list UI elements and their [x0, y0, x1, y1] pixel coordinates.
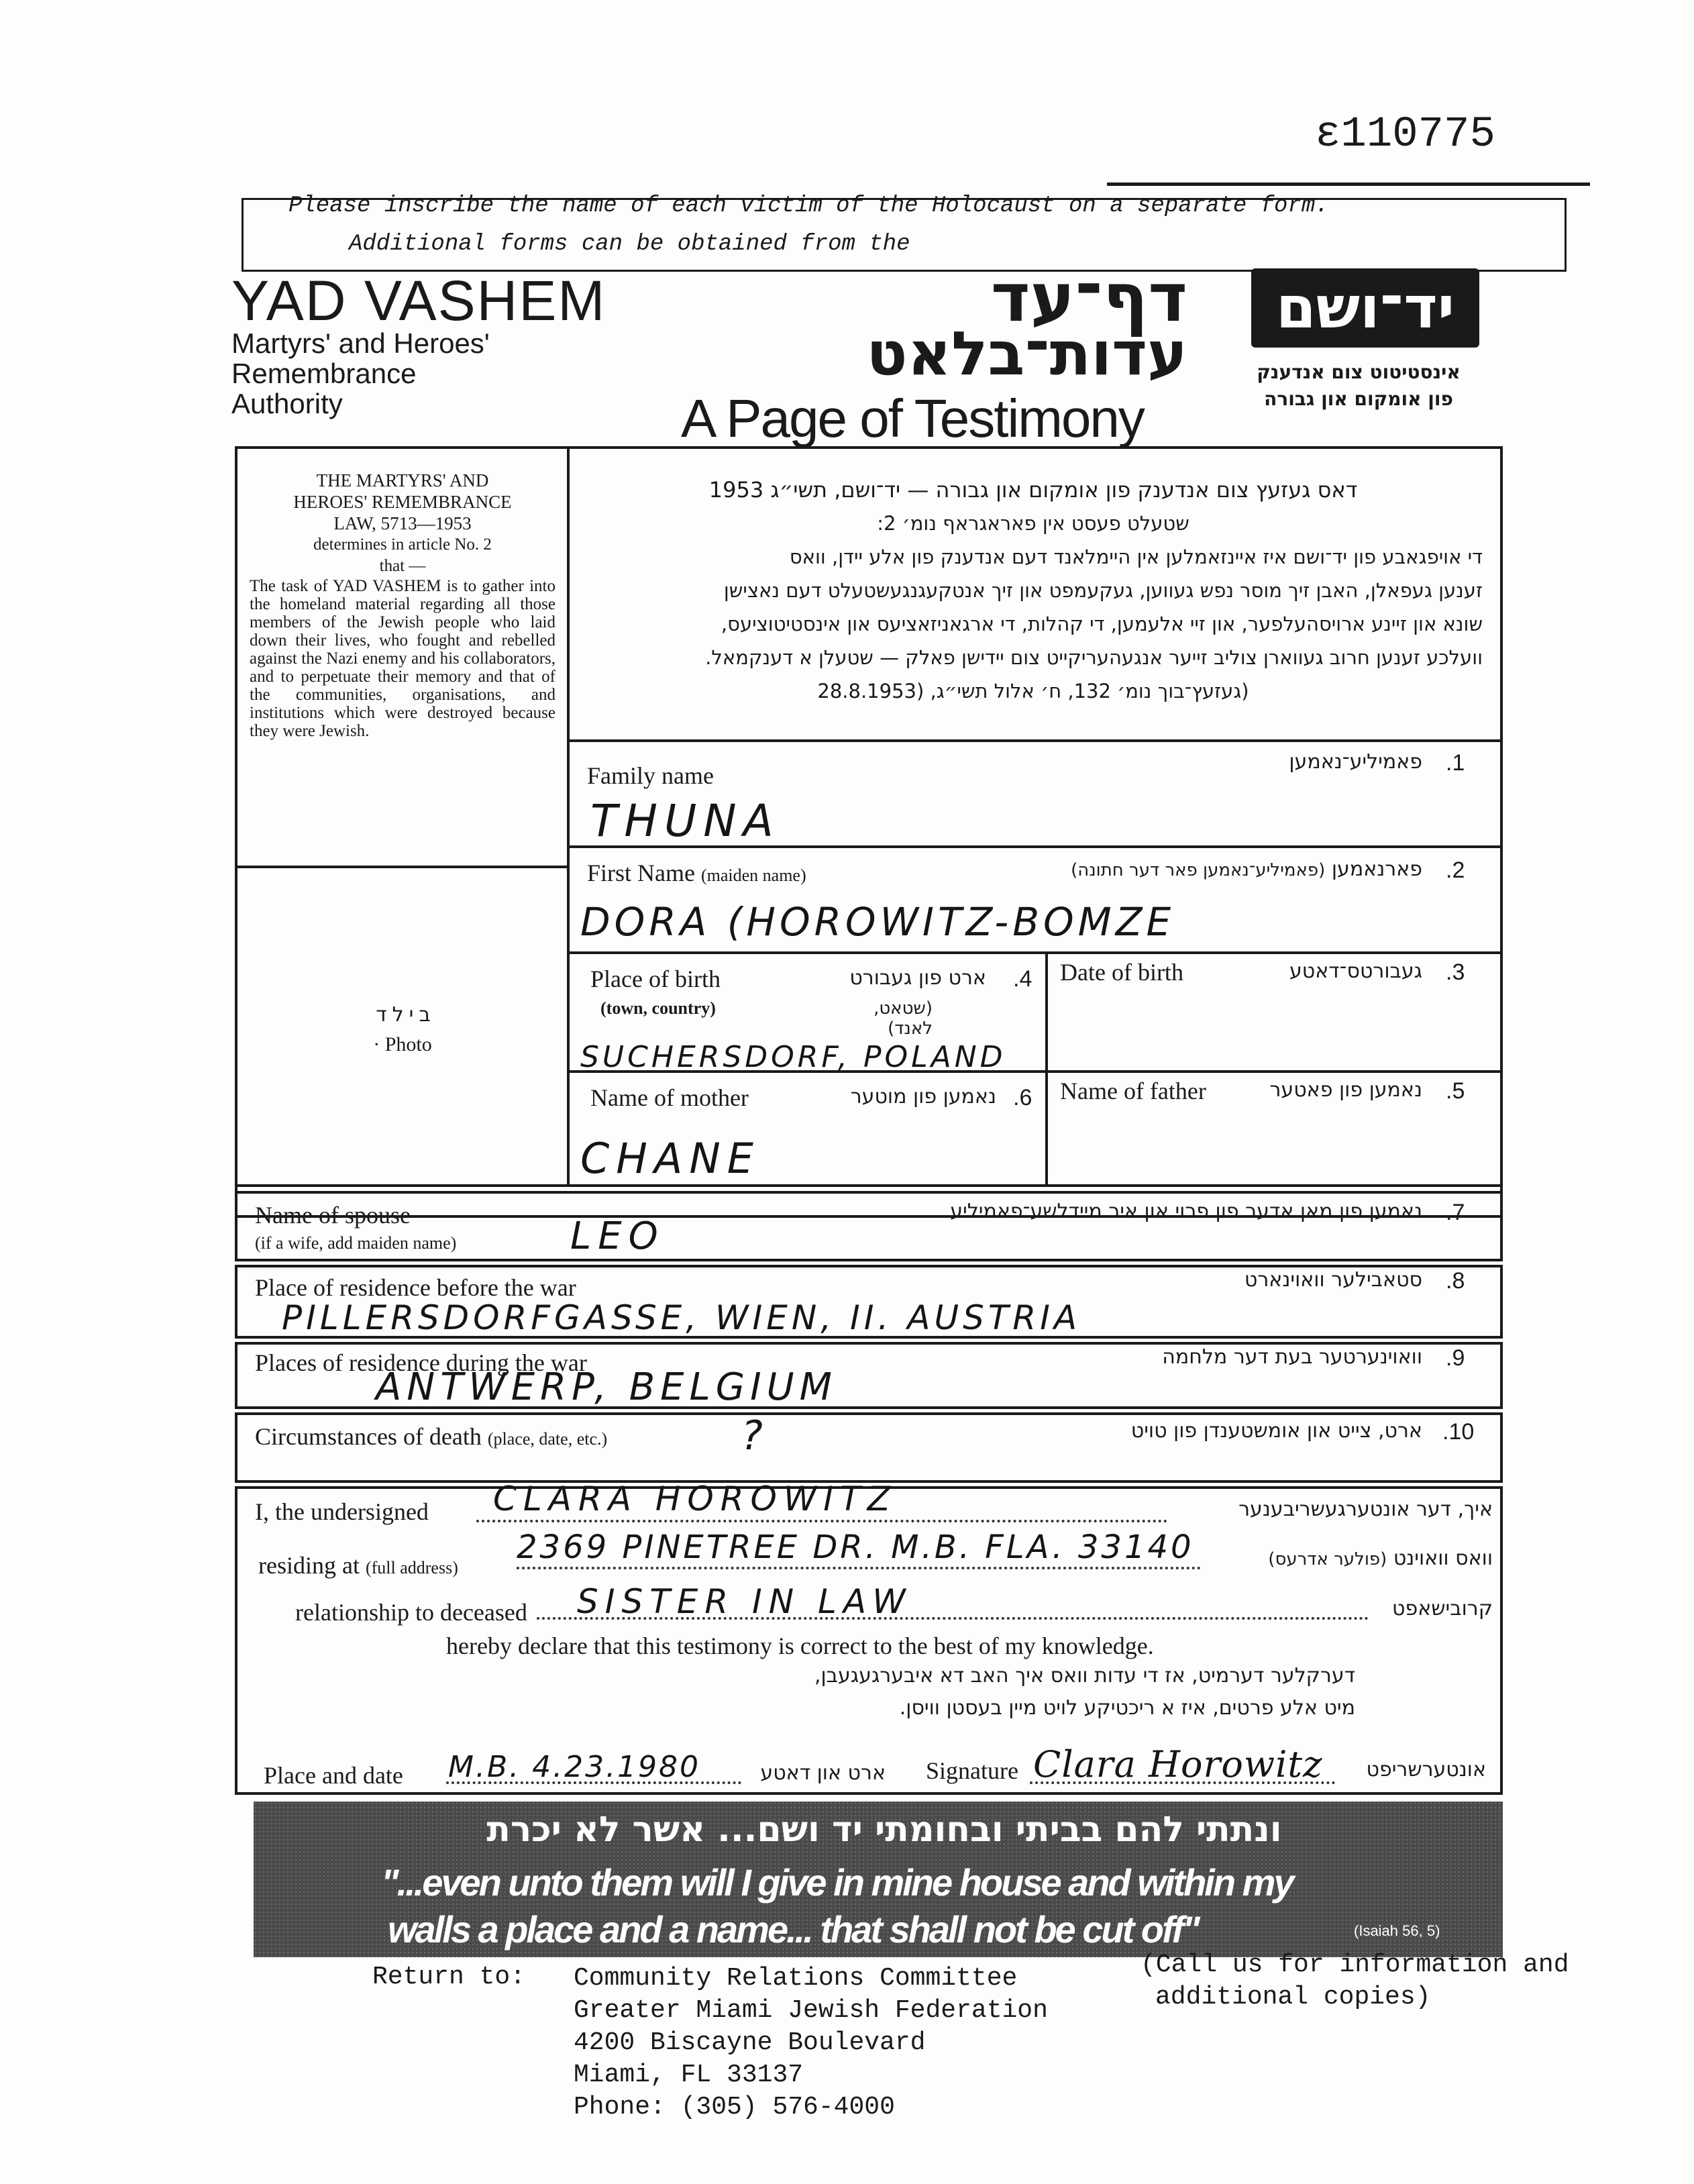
- law-line-4: determines in article No. 2: [313, 535, 492, 554]
- place-date-value[interactable]: M.B. 4.23.1980: [448, 1750, 701, 1784]
- place-of-birth-value[interactable]: SUCHERSDORF, POLAND: [580, 1040, 1006, 1074]
- residing-heb-text: וואס וואוינט: [1393, 1547, 1493, 1570]
- residence-before-heb: סטאבילער וואוינארט: [1244, 1268, 1422, 1292]
- yiddish-law: [584, 473, 1483, 708]
- residing-label: [258, 1551, 458, 1579]
- call-note: [1141, 1949, 1569, 2014]
- place-date-heb: ארט און דאטע: [760, 1761, 886, 1785]
- law-line-5: that —: [379, 557, 426, 575]
- quote-banner: [254, 1802, 1503, 1957]
- law-box: [242, 470, 564, 740]
- yiddish-title-2: עדות־בלאט: [866, 319, 1187, 389]
- yiddish-law-5: שונא און זיינע ארויסהעלפער, און זיי אלעמען, די קהלות, די ארגאניזאציעס און אינסטיטוציעס,: [721, 613, 1483, 635]
- call-note-1: (Call us for information and: [1141, 1951, 1569, 1979]
- spouse-heb: נאמען פון מאן אדער פון פרוי און איר מיידלשע־פאמיליע: [950, 1200, 1422, 1223]
- date-of-birth-heb: געבורטס־דאטע: [1289, 959, 1422, 983]
- yiddish-law-1: דאס געזעץ צום אנדענק פון אומקום און גבורה — יד־ושם, תשי״ג 1953: [708, 477, 1358, 503]
- mother-label: Name of mother: [590, 1084, 749, 1111]
- mother-heb: נאמען פון מוטער: [850, 1085, 996, 1108]
- place-of-birth-heb: ארט פון געבורט: [849, 966, 986, 990]
- residence-before-num: .8: [1446, 1268, 1465, 1294]
- footer-address-3: 4200 Biscayne Boulevard: [574, 2028, 926, 2057]
- family-name-value[interactable]: THUNA: [590, 795, 780, 847]
- residence-before-value[interactable]: PILLERSDORFGASSE, WIEN, II. AUSTRIA: [282, 1298, 1081, 1337]
- footer-address-1: Community Relations Committee: [574, 1964, 1018, 1993]
- yiddish-title-1: דף־עד: [990, 258, 1187, 337]
- father-label: Name of father: [1060, 1078, 1206, 1104]
- org-sub-2: Remembrance: [231, 358, 417, 389]
- yiddish-law-2: שטעלט פעסט אין פאראגראף נומ׳ 2:: [877, 512, 1189, 535]
- father-num: .5: [1446, 1078, 1465, 1104]
- law-line-1: THE MARTYRS' AND: [316, 470, 489, 490]
- circumstances-heb: ארט, צייט און אומשטענדן פון טויט: [1130, 1419, 1422, 1443]
- father-heb: נאמען פון פאטער: [1269, 1078, 1422, 1102]
- first-name-label: [587, 859, 806, 887]
- residing-heb: [1204, 1547, 1493, 1570]
- family-name-heb: פאמיליע־נאמען: [1289, 750, 1422, 774]
- relationship-heb: קרובישאפט: [1392, 1597, 1493, 1620]
- residing-heb-small: (פולער אדרעס): [1268, 1549, 1387, 1569]
- residence-during-label: Places of residence during the war: [255, 1349, 587, 1376]
- instruction-top-rule: [1107, 183, 1590, 186]
- place-of-birth-small: (town, country): [600, 998, 716, 1018]
- banner-line-1: "...even unto them will I give in mine house and within my: [381, 1861, 1293, 1904]
- first-name-heb-text: פארנאמען: [1331, 857, 1422, 881]
- residence-during-num: .9: [1446, 1345, 1465, 1371]
- date-of-birth-num: .3: [1446, 959, 1465, 985]
- first-name-label-small: (maiden name): [700, 866, 806, 885]
- photo-heb: בילד: [376, 1003, 436, 1027]
- declaration-heb-1: דערקלער דערמיט, אז די עדות וואס איך האב דא איבערגעגעבן,: [814, 1664, 1355, 1687]
- spouse-label-small: (if a wife, add maiden name): [255, 1233, 457, 1253]
- law-line-2: HEROES' REMEMBRANCE: [293, 492, 512, 512]
- banner-line-2: walls a place and a name... that shall not be cut off": [388, 1908, 1198, 1951]
- yiddish-law-7: (געזעץ־בוך נומ׳ 132, ח׳ אלול תשי״ג, (28.8.1953: [817, 680, 1249, 703]
- place-of-birth-label: Place of birth: [590, 966, 721, 992]
- place-date-label: Place and date: [264, 1762, 403, 1789]
- page-title: A Page of Testimony: [681, 388, 1144, 448]
- circumstances-label-small: (place, date, etc.): [487, 1429, 608, 1449]
- logo-text: יד־ושם: [1275, 274, 1455, 342]
- footer-phone: Phone: (305) 576-4000: [574, 2093, 895, 2122]
- circumstances-num: .10: [1442, 1419, 1475, 1445]
- logo-sub-2: פון אומקום און גבורה: [1264, 388, 1453, 410]
- instruction-line-2: Additional forms can be obtained from the: [349, 231, 910, 257]
- spouse-label: Name of spouse: [255, 1202, 411, 1229]
- residence-before-label: Place of residence before the war: [255, 1274, 576, 1301]
- return-label: Return to:: [372, 1963, 526, 1991]
- first-name-num: .2: [1446, 857, 1465, 883]
- residing-value[interactable]: 2369 PINETREE DR. M.B. FLA. 33140: [517, 1528, 1194, 1566]
- date-of-birth-label: Date of birth: [1060, 959, 1183, 986]
- relationship-label: relationship to deceased: [295, 1599, 527, 1626]
- row-4-bottom: [235, 1184, 1503, 1187]
- law-box-bottom: [235, 866, 570, 868]
- place-of-birth-heb-small: (שטאט, לאנד): [874, 998, 933, 1039]
- document-number: ε110775: [1315, 111, 1495, 159]
- signature-line: [1030, 1781, 1335, 1784]
- call-note-2: additional copies): [1155, 1983, 1431, 2012]
- banner-ref: (Isaiah 56, 5): [1354, 1922, 1440, 1939]
- circumstances-label: [255, 1422, 607, 1451]
- first-name-label-text: First Name: [587, 860, 695, 886]
- first-name-heb: [980, 857, 1422, 881]
- undersigned-value[interactable]: CLARA HOROWITZ: [493, 1479, 897, 1518]
- yad-vashem-logo: [1251, 268, 1479, 348]
- yiddish-law-bottom: [567, 739, 1503, 742]
- yiddish-law-3: די אויפגאבע פון יד־ושם איז איינזאמלען אין היימלאנד דעם אנדענק פון אלע יידן, וואס: [789, 545, 1483, 568]
- undersigned-label: I, the undersigned: [255, 1498, 429, 1525]
- residing-line: [517, 1567, 1201, 1569]
- residence-during-heb: וואוינערטער בעת דער מלחמה: [1162, 1345, 1422, 1369]
- org-sub-3: Authority: [231, 388, 343, 419]
- footer-address: [574, 1963, 1048, 2124]
- residing-label-small: (full address): [365, 1558, 458, 1577]
- first-name-heb-small: (פאמיליע־נאמען פאר דער חתונה): [1071, 860, 1326, 880]
- hereby-declare: hereby declare that this testimony is correct to the best of my knowledge.: [446, 1632, 1154, 1659]
- circumstances-label-text: Circumstances of death: [255, 1423, 482, 1450]
- relationship-value[interactable]: SISTER IN LAW: [577, 1582, 912, 1621]
- mother-value[interactable]: CHANE: [580, 1134, 760, 1183]
- residing-label-text: residing at: [258, 1552, 360, 1579]
- logo-sub-1: אינסטיטוט צום אנדענק: [1257, 361, 1461, 383]
- yiddish-law-6: וועלכע זענען חרוב געווארן צוליב זייער אנגעהעריקייט צום יידישן פאלק — שטעלן א דענקמאל.: [705, 646, 1483, 669]
- left-column-divider: [567, 446, 570, 1184]
- signature-label: Signature: [926, 1757, 1018, 1784]
- circumstances-value[interactable]: ?: [741, 1412, 770, 1459]
- footer-address-2: Greater Miami Jewish Federation: [574, 1996, 1048, 2025]
- law-body: The task of YAD VASHEM is to gather into the homeland material regarding all those members of the Jewish people who laid down their lives, who fought and rebelled against the Nazi enemy and his collaborators, and to perpetuate their memory and that of the communities, organisations, and institutions which were destroyed because they were Jewish.: [250, 577, 555, 740]
- mother-num: .6: [1013, 1085, 1033, 1110]
- banner-heb: ונתתי להם בביתי ובחומתי יד ושם... אשר לא יכרת: [486, 1810, 1282, 1850]
- instruction-line-1: Please inscribe the name of each victim of the Holocaust on a separate form.: [288, 193, 1329, 219]
- undersigned-heb: איך, דער אונטערגעשריבענער: [1238, 1498, 1493, 1521]
- row-2-bottom: [567, 951, 1503, 954]
- signature-heb: אונטערשריפט: [1366, 1758, 1486, 1781]
- org-sub-1: Martyrs' and Heroes': [231, 327, 490, 359]
- signature-value[interactable]: Clara Horowitz: [1033, 1743, 1323, 1785]
- declaration-heb-2: מיט אלע פרטים, איז א ריכטיקע לויט מיין בעסטן וויסן.: [899, 1696, 1355, 1720]
- footer-address-4: Miami, FL 33137: [574, 2061, 804, 2089]
- family-name-num: .1: [1446, 750, 1465, 776]
- spouse-num: .7: [1446, 1200, 1465, 1225]
- spouse-value[interactable]: LEO: [570, 1214, 665, 1258]
- place-of-birth-num: .4: [1013, 966, 1033, 992]
- residence-during-value[interactable]: ANTWERP, BELGIUM: [376, 1365, 837, 1409]
- undersigned-line: [476, 1520, 1167, 1522]
- photo-label: · Photo: [373, 1033, 432, 1055]
- family-name-label: Family name: [587, 762, 714, 789]
- birth-divider: [1045, 951, 1048, 1186]
- law-line-3: LAW, 5713—1953: [333, 513, 472, 533]
- first-name-value[interactable]: DORA (HOROWITZ-BOMZE: [580, 899, 1175, 945]
- yiddish-law-4: זענען געפאלן, האבן זיך מוסר נפש געווען, געקעמפט און זיך אנטקעגנגעשטעלט דעם נאצישן: [723, 579, 1483, 602]
- org-name: YAD VASHEM: [231, 269, 606, 332]
